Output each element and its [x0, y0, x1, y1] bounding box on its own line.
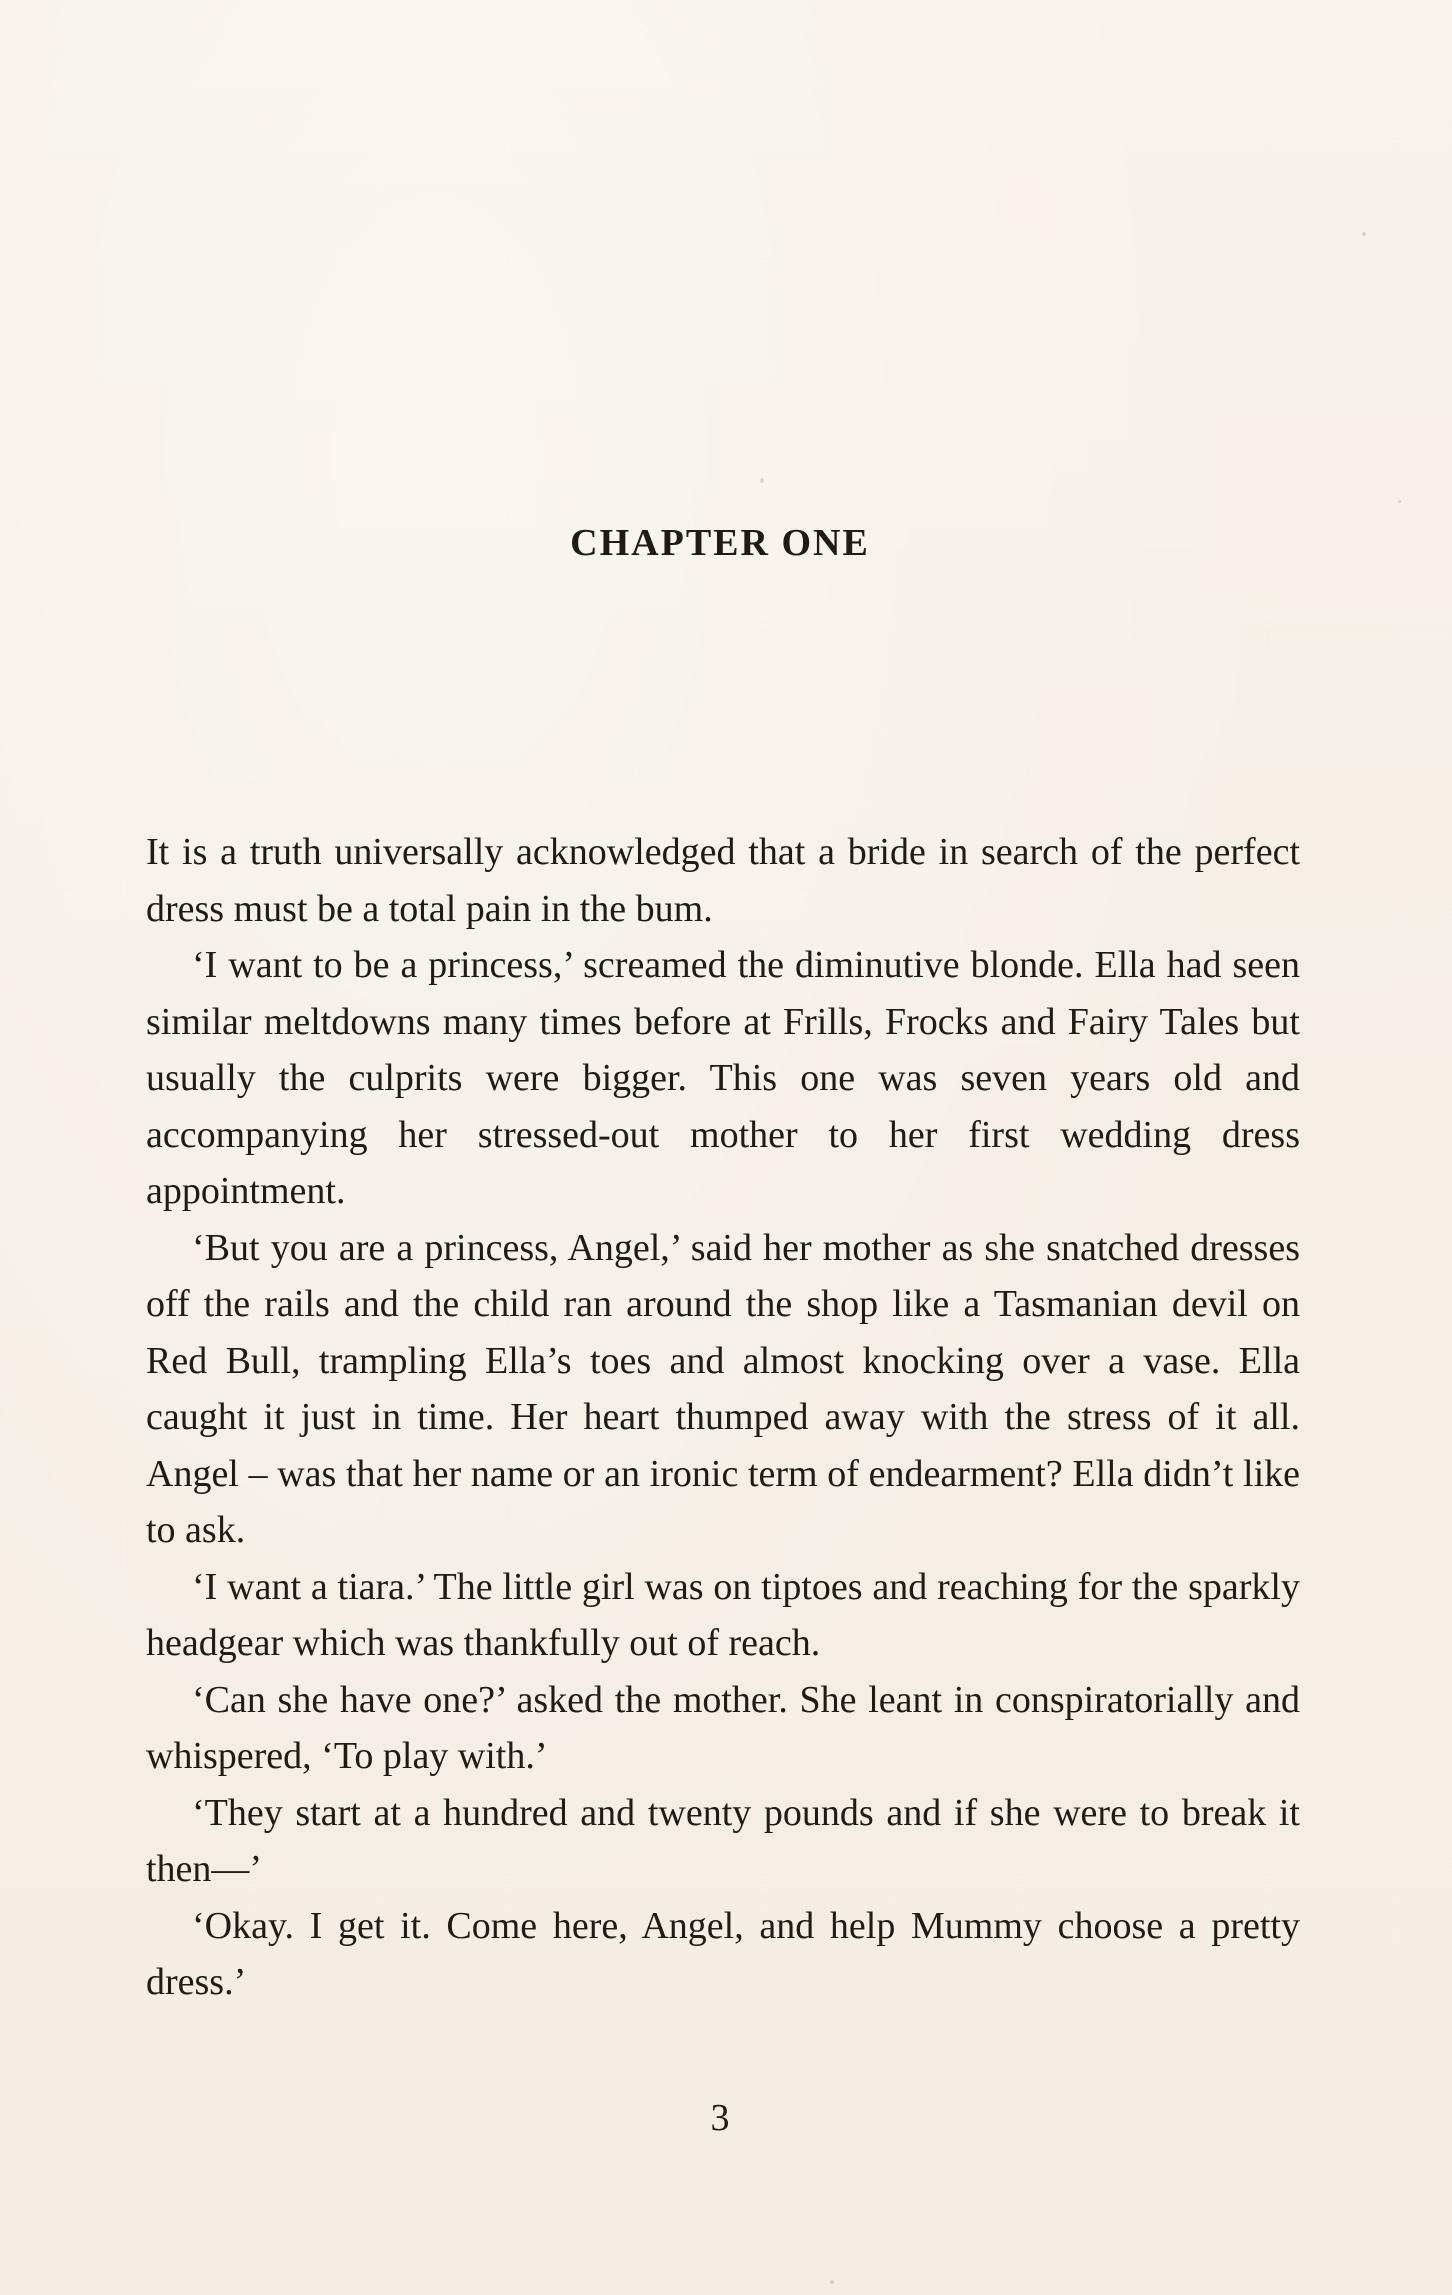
page-number: 3: [710, 2097, 730, 2139]
paragraph: ‘Okay. I get it. Come here, Angel, and help Mummy choose a pretty dress.’: [146, 1904, 1300, 2003]
paragraph: ‘They start at a hundred and twenty pounds and if she were to break it then—’: [146, 1791, 1300, 1890]
paragraph-opening: It is a truth universally acknowledged that a bride in search of the perfect dress must be a total pain in the bum.: [146, 831, 1300, 930]
paragraph: ‘I want to be a princess,’ screamed the diminutive blonde. Ella had seen similar meltdowns many times before at Frills, Frocks and Fairy Tales but usually the culprits were bigger. This one was seven years old and accompanying her stressed-out mother to her first wedding dress appointment.: [146, 944, 1300, 1212]
paragraph: ‘I want a tiara.’ The little girl was on tiptoes and reaching for the sparkly headgear which was thankfully out of reach.: [146, 1565, 1300, 1664]
paper-speck: [830, 2280, 834, 2284]
paper-speck: [1362, 232, 1366, 236]
paragraph: ‘Can she have one?’ asked the mother. She leant in conspiratorially and whispered, ‘To play with.’: [146, 1678, 1300, 1777]
paragraph: ‘But you are a princess, Angel,’ said her mother as she snatched dresses off the rails and the child ran around the shop like a Tasmanian devil on Red Bull, trampling Ella’s toes and almost knocking over a vase. Ella caught it just in time. Her heart thumped away with the stress of it all. Angel – was that her name or an ironic term of endearment? Ella didn’t like to ask.: [146, 1226, 1300, 1551]
paper-speck: [1398, 500, 1401, 503]
paper-speck: [760, 478, 764, 483]
chapter-title: CHAPTER ONE: [570, 522, 870, 565]
chapter-body: [146, 824, 1300, 2011]
